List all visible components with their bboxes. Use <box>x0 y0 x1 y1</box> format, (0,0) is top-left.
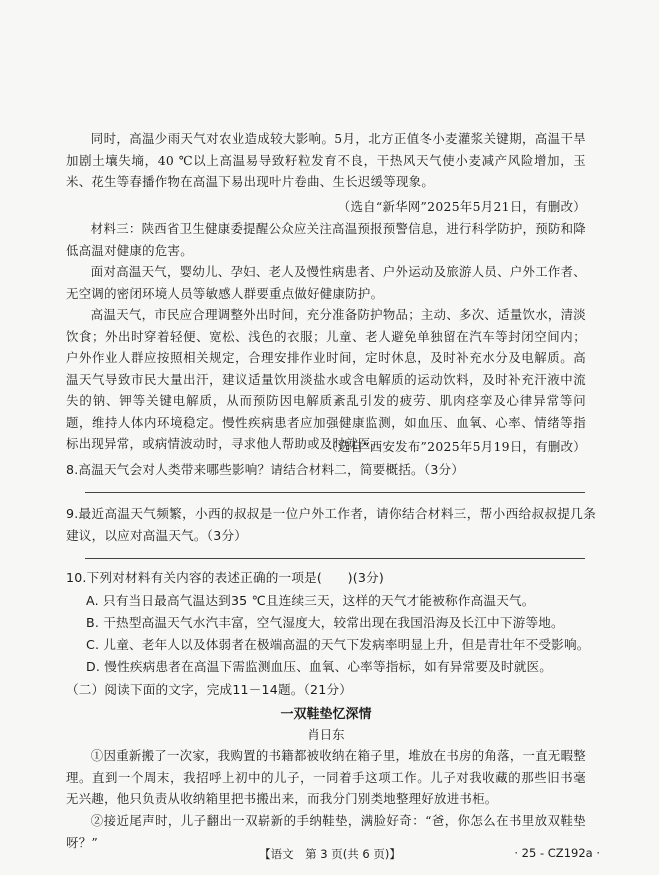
sensitive-groups-paragraph: 面对高温天气，婴幼儿、孕妇、老人及慢性病患者、户外运动及旅游人员、户外工作者、无空调的密闭环境人员等敏感人群要重点做好健康防护。 <box>66 264 586 301</box>
option-b: B. 干热型高温天气水汽丰富，空气湿度大，较常出现在我国沿海及长江中下游等地。 <box>86 615 564 630</box>
option-a: A. 只有当日最高气温达到35 ℃且连续三天，这样的天气才能被称作高温天气。 <box>86 593 535 608</box>
option-c: C. 儿童、老年人以及体弱者在极端高温的天气下发病率明显上升，但是青壮年不受影响。 <box>86 637 590 652</box>
article-title: 一双鞋垫忆深情 <box>280 707 372 722</box>
material-3-heading-paragraph: 材料三：陕西省卫生健康委提醒公众应关注高温预报预警信息，进行科学防护，预防和降低高温对健康的危害。 <box>66 221 586 258</box>
protection-advice-paragraph: 高温天气，市民应合理调整外出时间，充分准备防护物品；主动、多次、适量饮水，清淡饮食；外出时穿着轻便、宽松、浅色的衣服；儿童、老人避免单独留在汽车等封闭空间内；户外作业人群应按照相关规定，合理安排作业时间，定时休息，及时补充水分及电解质。高温天气导致市民大量出汗，建议适量饮用淡盐水或含电解质的运动饮料，及时补充汗液中流失的钠、钾等关键电解质，从而预防因电解质紊乱引发的疲劳、肌肉痉挛及心律异常等问题，维持人体内环境稳定。慢性疾病患者应加强健康监测，如血压、血氧、心率、情绪等指标出现异常，或病情波动时，寻求他人帮助或及时就医。 <box>66 307 586 451</box>
article-paragraph-2: ②接近尾声时，儿子翻出一双崭新的手纳鞋垫，满脸好奇：“爸，你怎么在书里放双鞋垫呀？” <box>66 813 586 850</box>
question-8: 8.高温天气会对人类带来哪些影响？请结合材料二，简要概括。（3分） <box>66 462 465 477</box>
source-citation-2: （选自“西安发布”2025年5月19日，有删改） <box>325 439 586 454</box>
source-citation-1: （选自“新华网”2025年5月21日，有删改） <box>337 199 586 214</box>
article-author: 肖日东 <box>307 727 345 742</box>
section-2-intro: （二）阅读下面的文字，完成11－14题。（21分） <box>66 682 353 697</box>
answer-line-8[interactable] <box>85 492 585 493</box>
article-paragraph-1: ①因重新搬了一次家，我购置的书籍都被收纳在箱子里，堆放在书房的角落，一直无暇整理。直到一个周末，我招呼上初中的儿子，一同着手这项工作。儿子对我收藏的那些旧书毫无兴趣，他只负责从收纳箱里把书搬出来，而我分门别类地整理好放进书柜。 <box>66 748 586 806</box>
page-footer: 【语文 第 3 页(共 6 页)】 <box>259 847 401 861</box>
question-9: 9.最近高温天气频繁，小西的叔叔是一位户外工作者，请你结合材料三，帮小西给叔叔提几条建议，以应对高温天气。（3分） <box>66 506 596 543</box>
exam-code: · 25 - CZ192a · <box>514 846 600 860</box>
material-2-paragraph: 同时，高温少雨天气对农业造成较大影响。5月，北方正值冬小麦灌浆关键期，高温干旱加剧土壤失墒，40 ℃以上高温易导致籽粒发育不良，干热风天气使小麦减产风险增加，玉米、花生等春播作物在高温下易出现叶片卷曲、生长迟缓等现象。 <box>66 131 586 189</box>
option-d: D. 慢性疾病患者在高温下需监测血压、血氧、心率等指标，如有异常要及时就医。 <box>86 659 553 674</box>
answer-line-9[interactable] <box>85 558 585 559</box>
question-10: 10.下列对材料有关内容的表述正确的一项是( )(3分) <box>66 570 384 585</box>
